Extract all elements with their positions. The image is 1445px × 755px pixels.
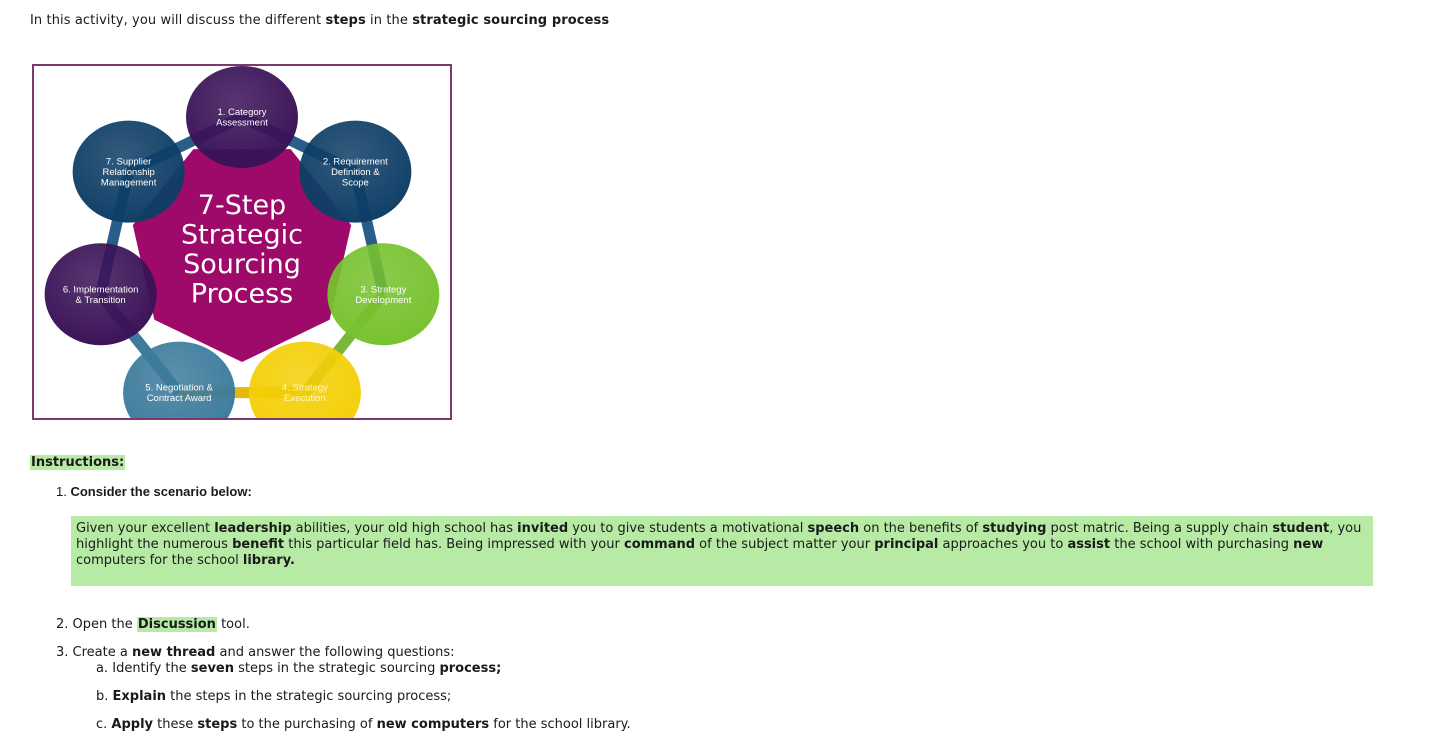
diagram-canvas (34, 66, 450, 418)
step-circle-5 (123, 342, 235, 418)
step-label-1 (216, 107, 268, 129)
discussion-tool-link[interactable]: Discussion (137, 617, 216, 632)
step-label-line: 6. Implementation (62, 284, 139, 296)
step-label-4 (282, 383, 328, 405)
sub-question-b: b. Explain the steps in the strategic sourcing process; (96, 689, 452, 704)
step-label-line: 1. Category (217, 107, 267, 118)
step-circle-4 (249, 342, 361, 418)
strategic-sourcing-diagram (32, 64, 452, 420)
step-label-line: 4. Strategy (281, 382, 328, 394)
center-title-line: Strategic (180, 219, 304, 251)
step-label-3 (355, 284, 411, 306)
step-label-line: Development (355, 294, 412, 306)
step-label-line: 7. Supplier (105, 156, 152, 168)
center-title (181, 190, 303, 310)
step-label-line: Management (100, 177, 157, 189)
step-1: 1. Consider the scenario below: (56, 484, 252, 499)
sub-question-a: a. Identify the seven steps in the strategic sourcing process; (96, 661, 502, 676)
center-title-line: Sourcing (183, 249, 301, 280)
step-label-7 (101, 157, 157, 189)
instructions-heading: Instructions: (31, 455, 125, 470)
step-label-line: 5. Negotiation & (145, 382, 213, 394)
step-label-line: 2. Requirement (322, 156, 388, 168)
center-title-line: 7-Step (197, 190, 287, 221)
step-label-line: Assessment (216, 117, 268, 129)
sub-question-c: c. Apply these steps to the purchasing of new computers for the school library. (96, 717, 631, 732)
step-label-line: Relationship (102, 167, 155, 179)
step-label-5 (145, 383, 213, 405)
step-2: 2. Open the Discussion tool. (56, 617, 250, 632)
center-title-line: Process (190, 278, 294, 310)
step-label-line: Contract Award (146, 393, 212, 405)
step-label-line: Definition & (331, 167, 380, 179)
step-label-line: & Transition (75, 294, 126, 306)
step-3: 3. Create a new thread and answer the following questions: (56, 645, 455, 660)
step-label-line: Scope (341, 177, 369, 189)
intro-text: In this activity, you will discuss the different steps in the strategic sourcing process (30, 13, 610, 28)
scenario-box: Given your excellent leadership abilities, your old high school has invited you to give students a motivational speech on the benefits of studying post matric. Being a supply chain student, you highlight the numerous benefit this particular field has. Being impressed with your command of the subject matter your principal approaches you to assist the school with purchasing new computers for the school library. (71, 516, 1373, 586)
step-label-line: Execution (284, 393, 326, 405)
step-label-line: 3. Strategy (360, 284, 407, 296)
